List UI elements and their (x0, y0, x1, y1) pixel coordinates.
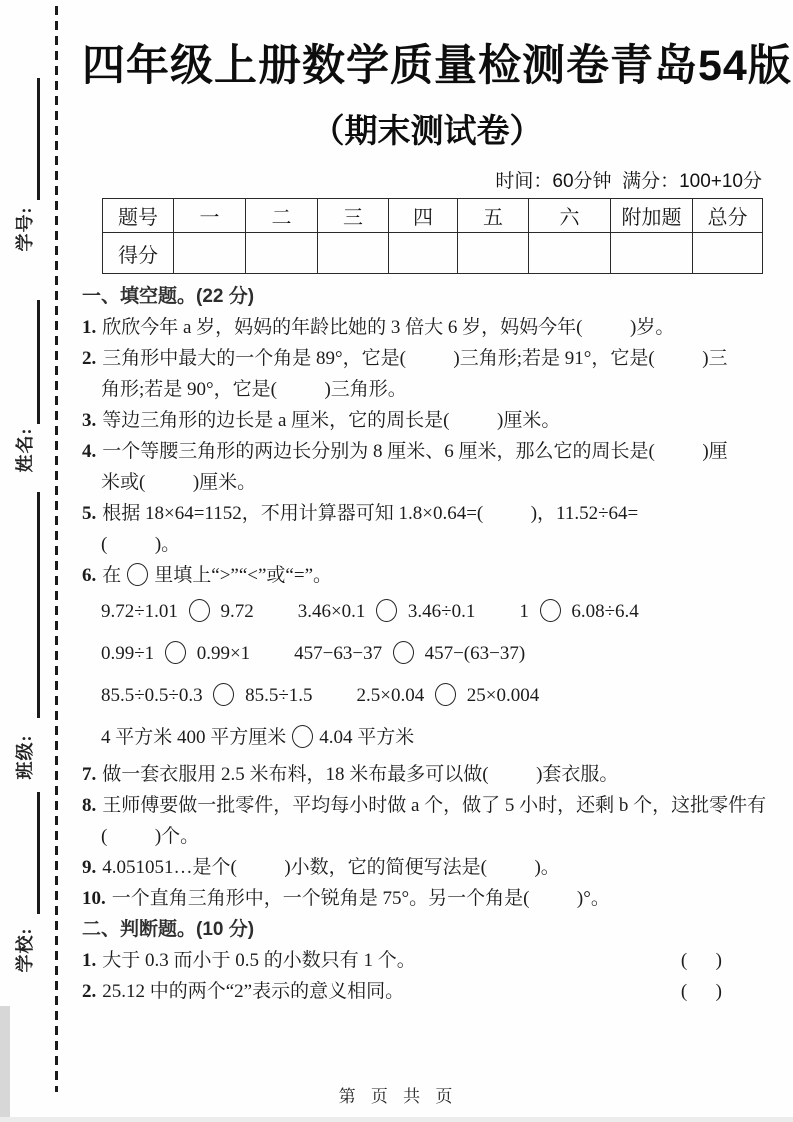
question-sections (82, 281, 772, 1007)
score-cell-empty (458, 233, 529, 274)
question-number: 2. (82, 348, 97, 369)
score-table (102, 198, 763, 274)
question-continuation-line: ( )。 (101, 534, 181, 555)
question-line (82, 343, 772, 374)
score-cell-empty (529, 233, 611, 274)
question-line (82, 560, 772, 591)
score-table-header-cell: 三 (318, 199, 389, 233)
question-text: 欣欣今年 a 岁，妈妈的年龄比她的 3 倍大 6 岁，妈妈今年( )岁。 (102, 317, 675, 338)
question (82, 976, 772, 1007)
comparison-item: 1 6.08÷6.4 (519, 601, 639, 622)
question-line (82, 405, 772, 436)
comparison-item: 2.5×0.04 25×0.004 (356, 685, 540, 706)
question-line (82, 790, 772, 821)
question-line (82, 883, 772, 914)
question (82, 852, 772, 883)
score-cell-empty (611, 233, 693, 274)
comparison-item: 3.46×0.1 3.46÷0.1 (297, 601, 476, 622)
section-heading: 二、判断题。(10 分) (82, 919, 255, 940)
question-number: 1. (82, 950, 97, 971)
question-text: 大于 0.3 而小于 0.5 的小数只有 1 个。 (102, 950, 416, 971)
question-number: 3. (82, 410, 97, 431)
question-text: 4.051051…是个( )小数，它的简便写法是( )。 (102, 857, 560, 878)
comparison-circle-placeholder (127, 563, 148, 586)
comparison-circle-placeholder (435, 683, 456, 706)
question-text: 在 里填上“>”“<”或“=”。 (102, 565, 333, 586)
student-info-writing-line (37, 792, 40, 914)
question-number: 8. (82, 795, 97, 816)
score-table-header-cell: 二 (246, 199, 318, 233)
score-table-header-cell: 附加题 (611, 199, 693, 233)
question-text: 三角形中最大的一个角是 89°，它是( )三角形;若是 91°，它是( )三 (102, 348, 728, 369)
sidebar-label-student-id: 学号: (15, 206, 35, 252)
question (82, 405, 772, 436)
question-continuation-line: 角形;若是 90°，它是( )三角形。 (101, 379, 407, 400)
question-line (82, 976, 772, 1007)
section-heading: 一、填空题。(22 分) (82, 286, 255, 307)
score-cell-empty (389, 233, 458, 274)
score-cell-empty (246, 233, 318, 274)
comparison-row (82, 675, 772, 717)
score-table-header-cell: 一 (174, 199, 246, 233)
question-number: 1. (82, 317, 97, 338)
question-text: 一个等腰三角形的两边长分别为 8 厘米、6 厘米，那么它的周长是( )厘 (102, 441, 728, 462)
question (82, 759, 772, 790)
student-info-writing-line (37, 492, 40, 718)
comparison-circle-placeholder (189, 599, 210, 622)
comparison-circle-placeholder (393, 641, 414, 664)
question-number: 2. (82, 981, 97, 1002)
question-number: 10. (82, 888, 106, 909)
score-table-header-cell: 总分 (693, 199, 763, 233)
score-cell-empty (693, 233, 763, 274)
score-table-header-cell: 题号 (103, 199, 174, 233)
question-text: 王师傅要做一批零件，平均每小时做 a 个，做了 5 小时，还剩 b 个，这批零件有 (102, 795, 767, 816)
question-text: 做一套衣服用 2.5 米布料，18 米布最多可以做( )套衣服。 (102, 764, 619, 785)
comparison-circle-placeholder (213, 683, 234, 706)
comparison-row (82, 717, 772, 759)
question (82, 312, 772, 343)
question-text: 根据 18×64=1152，不用计算器可知 1.8×0.64=( )，11.52÷64= (102, 503, 639, 524)
comparison-row (82, 591, 772, 633)
question-line (82, 498, 772, 529)
question-continuation-line: 米或( )厘米。 (101, 472, 257, 493)
question (82, 560, 772, 759)
question-text: 一个直角三角形中，一个锐角是 75°。另一个角是( )°。 (111, 888, 610, 909)
score-table-score-row (103, 233, 763, 274)
answer-brackets: ( ) (680, 950, 722, 971)
question-line (82, 312, 772, 343)
score-table-header-row (103, 199, 763, 233)
question-number: 6. (82, 565, 97, 586)
sidebar-label-class: 班级: (15, 734, 35, 780)
sidebar-label-school: 学校: (15, 927, 35, 973)
question-line (82, 759, 772, 790)
comparison-circle-placeholder (376, 599, 397, 622)
comparison-item: 457−63−37 457−(63−37) (294, 643, 526, 664)
comparison-circle-placeholder (540, 599, 561, 622)
page-footer: 第 页 共 页 (338, 1087, 455, 1106)
comparison-circle-placeholder (292, 725, 313, 748)
scan-shadow (0, 1117, 793, 1122)
score-cell-empty (318, 233, 389, 274)
comparison-item: 85.5÷0.5÷0.3 85.5÷1.5 (101, 685, 313, 706)
student-info-writing-line (37, 78, 40, 200)
answer-brackets: ( ) (680, 981, 722, 1002)
score-table-header-cell: 六 (529, 199, 611, 233)
exam-meta: 时间：60分钟 满分：100+10分 (495, 171, 762, 192)
question-text: 等边三角形的边长是 a 厘米，它的周长是( )厘米。 (102, 410, 561, 431)
comparison-item: 4 平方米 400 平方厘米 4.04 平方米 (101, 727, 415, 748)
question-number: 5. (82, 503, 97, 524)
question-line (82, 852, 772, 883)
comparison-row (82, 633, 772, 675)
question-continuation-line: ( )个。 (101, 826, 200, 847)
score-table-header-cell: 四 (389, 199, 458, 233)
question-line (82, 945, 772, 976)
comparison-item: 9.72÷1.01 9.72 (101, 601, 254, 622)
question-number: 7. (82, 764, 97, 785)
comparison-circle-placeholder (165, 641, 186, 664)
question-line (82, 436, 772, 467)
score-row-label: 得分 (103, 233, 174, 274)
comparison-item: 0.99÷1 0.99×1 (101, 643, 251, 664)
question-number: 4. (82, 441, 97, 462)
score-cell-empty (174, 233, 246, 274)
question (82, 883, 772, 914)
dashed-cut-line (55, 6, 58, 1092)
page-title: 四年级上册数学质量检测卷青岛54版 (82, 42, 792, 90)
page-subtitle: （期末测试卷） (311, 112, 543, 149)
question-text: 25.12 中的两个“2”表示的意义相同。 (102, 981, 405, 1002)
question (82, 343, 772, 405)
question (82, 790, 772, 852)
exam-content (82, 0, 792, 1007)
question (82, 436, 772, 498)
student-info-writing-line (37, 300, 40, 424)
question (82, 945, 772, 976)
score-table-header-cell: 五 (458, 199, 529, 233)
question-number: 9. (82, 857, 97, 878)
question (82, 498, 772, 560)
sidebar-label-student-name: 姓名: (15, 427, 35, 473)
